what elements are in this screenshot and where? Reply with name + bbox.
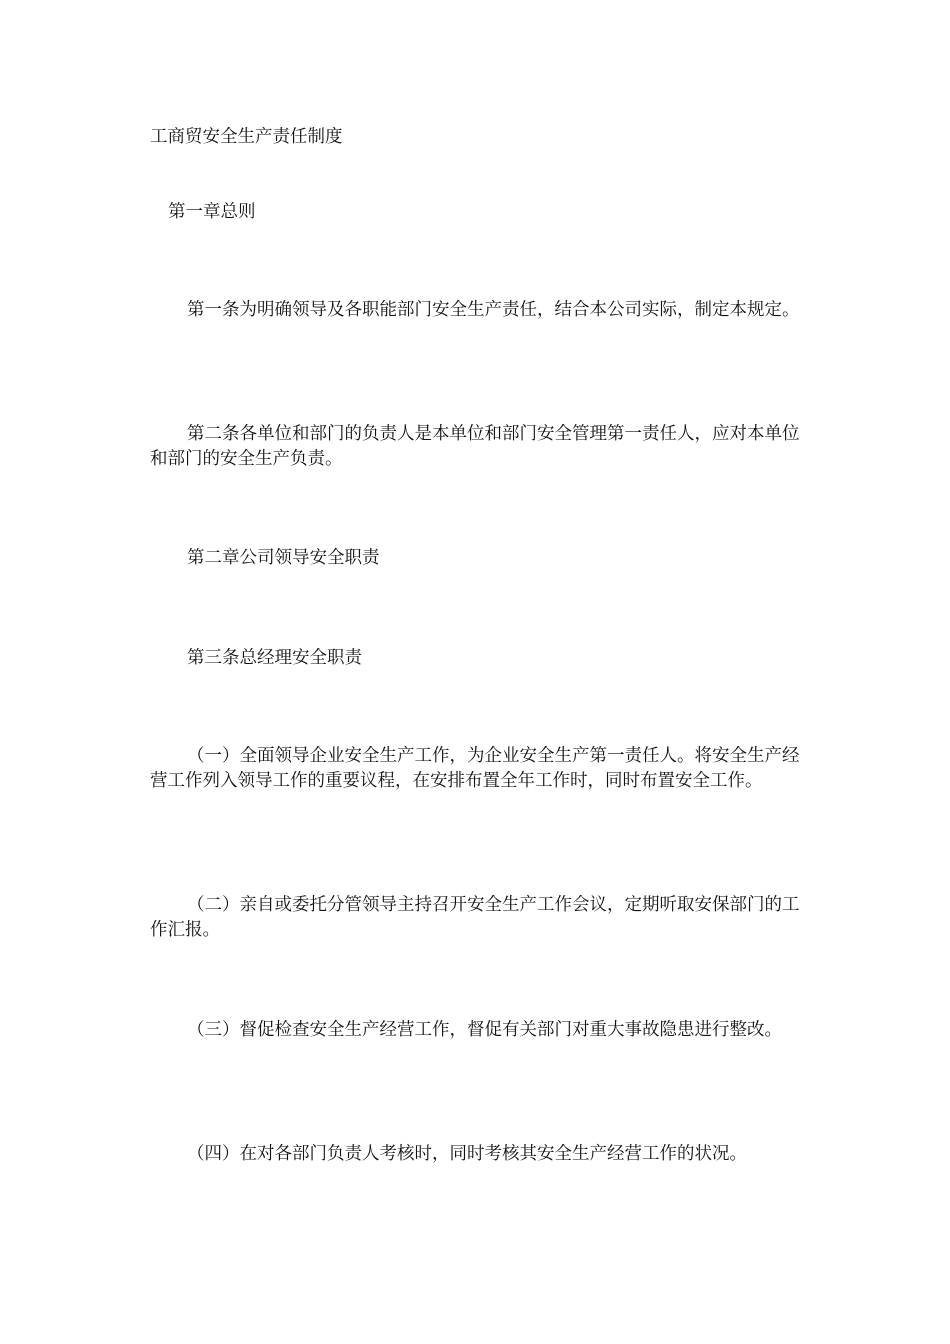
chapter-heading-2: 第二章公司领导安全职责	[187, 548, 380, 568]
article-2: 第二条各单位和部门的负责人是本单位和部门安全管理第一责任人，应对本单位和部门的安全生产负责。	[150, 424, 800, 469]
list-item: （一）全面领导企业安全生产工作，为企业安全生产第一责任人。将安全生产经营工作列入领导工作的重要议程，在安排布置全年工作时，同时布置安全工作。	[150, 746, 800, 791]
list-item: （三）督促检查安全生产经营工作，督促有关部门对重大事故隐患进行整改。	[187, 1020, 782, 1040]
article-1: 第一条为明确领导及各职能部门安全生产责任，结合本公司实际，制定本规定。	[187, 300, 800, 320]
list-item: （四）在对各部门负责人考核时，同时考核其安全生产经营工作的状况。	[187, 1144, 747, 1164]
document-title: 工商贸安全生产责任制度	[150, 127, 343, 147]
chapter-heading-1: 第一章总则	[168, 202, 256, 222]
list-item: （二）亲自或委托分管领导主持召开安全生产工作会议，定期听取安保部门的工作汇报。	[150, 895, 800, 940]
article-3: 第三条总经理安全职责	[187, 648, 362, 668]
